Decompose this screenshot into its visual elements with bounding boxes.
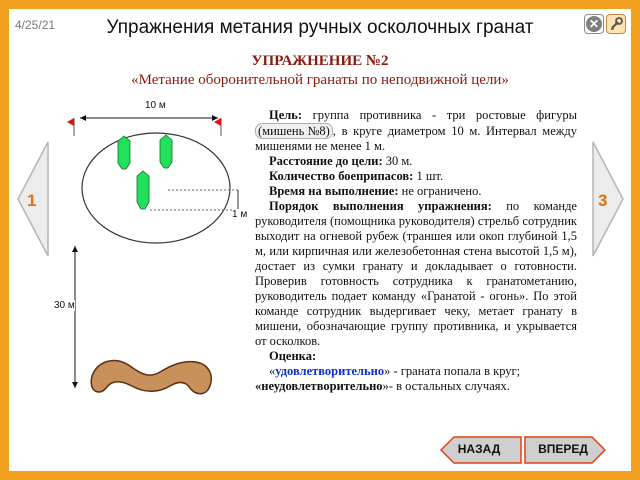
- prev-slide-number[interactable]: 1: [27, 191, 37, 210]
- good-open: «: [269, 364, 276, 378]
- slide-title: Упражнения метания ручных осколочных гранат: [106, 17, 534, 38]
- time-paragraph: [255, 184, 577, 199]
- slide-date: 4/25/21: [15, 18, 56, 32]
- goal-text: группа противника - три ростовые фигуры: [302, 108, 577, 122]
- good-rest: » - граната попала в круг;: [384, 364, 521, 378]
- ammo-paragraph: [255, 169, 577, 184]
- grade-good: [255, 364, 577, 379]
- ammo-value: 1 шт.: [413, 169, 444, 183]
- forward-button-label[interactable]: ВПЕРЕД: [538, 442, 588, 456]
- distance-text-value: 30 м.: [382, 154, 413, 168]
- width-label: 10 м: [145, 100, 166, 111]
- distance-dimension: [72, 246, 78, 388]
- flag-icon: [67, 118, 74, 136]
- order-value: по команде руководителя (помощника руководителя) стрельб сотрудник выходит на огневой рубеж (траншея или окоп глубиной 1,5 м, или кирпичная или железобетонная стена высотой 1,5 м), достает из сумки гранату и докладывает о готовности. Проверив готовность сотрудника к гранатометанию, руководитель подает команду «Гранатой - огонь». По этой команде сотрудник выдергивает чеку, метает гранату в мишени, обозначающие группу противника, и укрывается от осколков.: [255, 199, 577, 348]
- goal-label: Цель:: [269, 108, 303, 122]
- ammo-label: Количество боеприпасов:: [269, 169, 414, 183]
- next-slide-arrow[interactable]: [591, 140, 625, 258]
- target-figure: [160, 135, 172, 168]
- flag-icon: [214, 118, 221, 136]
- target-figure: [118, 136, 130, 169]
- distance-paragraph: [255, 154, 577, 169]
- grade-bad: [255, 379, 577, 394]
- bad-rest: »- в остальных случаях.: [382, 379, 510, 393]
- goal-text-end: , в круге диаметром 10 м. Интервал между мишенями не менее 1 м.: [255, 124, 577, 153]
- grade-label: Оценка:: [269, 349, 317, 363]
- close-circle-icon: ✕: [586, 16, 602, 32]
- target-figure: [137, 171, 149, 209]
- bad-word: «неудовлетворительно: [255, 379, 383, 393]
- goal-paragraph: [255, 108, 577, 154]
- next-slide-number[interactable]: 3: [598, 191, 608, 210]
- exercise-subheading: «Метание оборонительной гранаты по неподвижной цели»: [131, 72, 509, 88]
- trench-shape: [91, 361, 211, 394]
- order-paragraph: [255, 199, 577, 349]
- time-value: не ограничено.: [398, 184, 482, 198]
- width-dimension: [80, 115, 218, 121]
- grade-paragraph: [255, 349, 577, 364]
- gap-label: 1 м: [232, 209, 248, 220]
- exercise-description: [255, 108, 577, 394]
- order-label: Порядок выполнения упражнения:: [269, 199, 492, 213]
- good-word: удовлетворительно: [275, 364, 385, 378]
- target-circle: [82, 133, 230, 243]
- back-button-label[interactable]: НАЗАД: [457, 442, 501, 456]
- exercise-heading: УПРАЖНЕНИЕ №2: [251, 53, 389, 69]
- distance-text-label: Расстояние до цели:: [269, 154, 383, 168]
- distance-label: 30 м: [54, 300, 75, 311]
- target-note: (мишень №8): [255, 123, 333, 139]
- time-label: Время на выполнение:: [269, 184, 399, 198]
